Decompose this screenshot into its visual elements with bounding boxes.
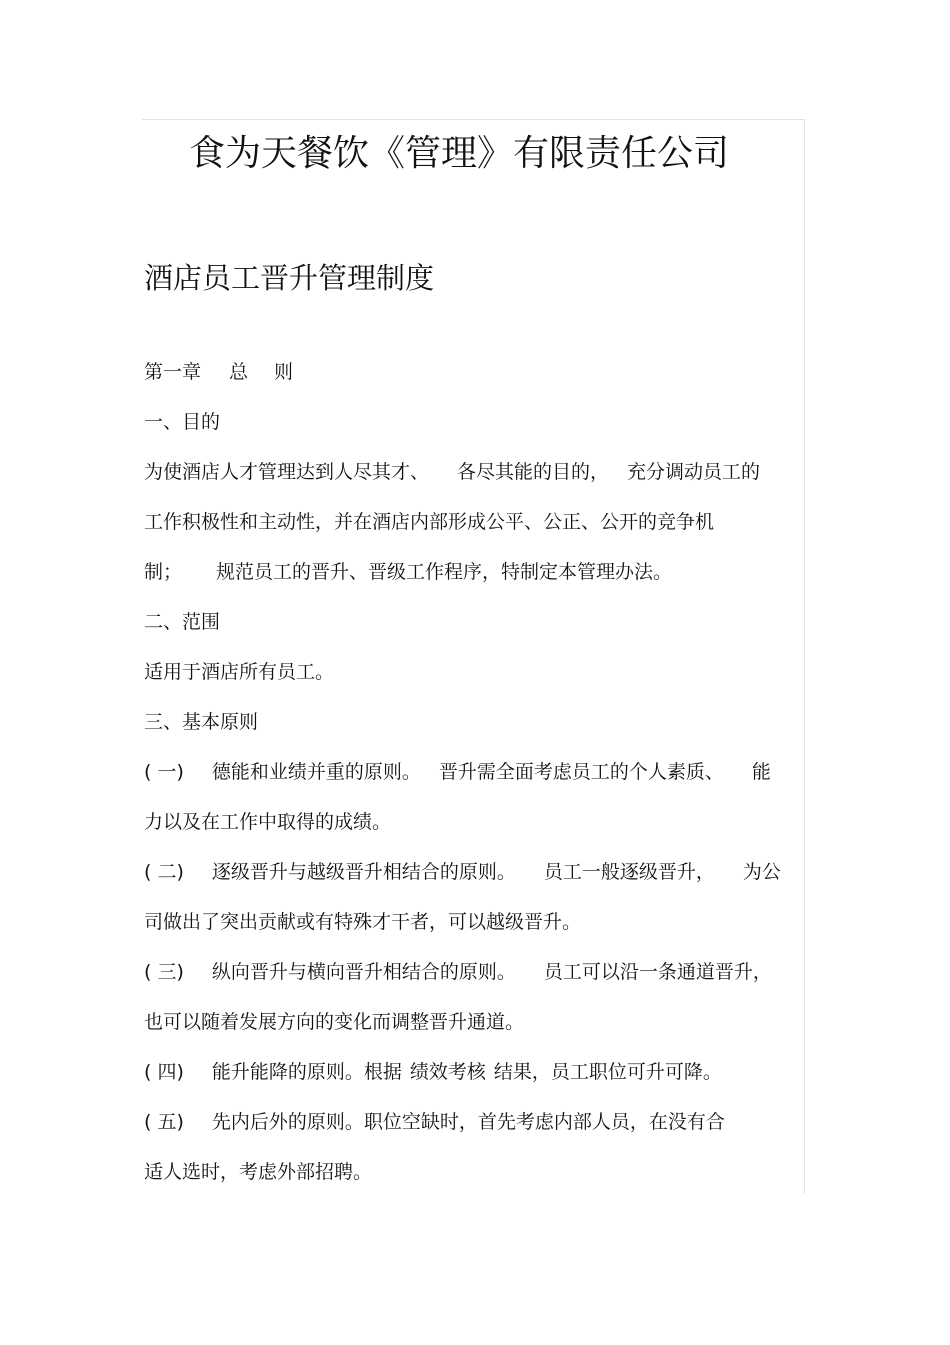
principle-2-line-2: 司做出了突出贡献或有特殊才干者，可以越级晋升。 [144,911,582,933]
principle-2-c: 为公 [742,861,781,883]
principle-2-number: ( 二) [144,861,184,883]
principle-4-a: 能升能降的原则。根据 [211,1061,402,1083]
purpose-line-1-c: 充分调动员工的 [627,461,761,483]
principle-5-a: 先内后外的原则。职位空缺时，首先考虑内部人员，在没有合 [211,1111,725,1133]
section-heading-purpose: 一、目的 [144,411,221,433]
principle-1-a: 德能和业绩并重的原则。 [211,761,421,783]
section-heading-principles: 三、基本原则 [144,711,259,733]
purpose-line-1-b: 各尽其能的目的， [457,461,610,483]
document-title: 酒店员工晋升管理制度 [144,261,435,295]
principle-4-line-1 [144,1058,722,1086]
principle-5-number: ( 五) [144,1111,184,1133]
section-heading-scope: 二、范围 [144,611,221,633]
principle-1-b: 晋升需全面考虑员工的个人素质、 [438,761,724,783]
principle-5-line-1 [144,1108,725,1136]
purpose-line-3-b: 规范员工的晋升、晋级工作程序，特制定本管理办法。 [216,561,673,583]
scope-text: 适用于酒店所有员工。 [144,661,335,683]
purpose-line-1 [144,458,760,486]
chapter-label: 第一章 [144,361,202,383]
purpose-line-2: 工作积极性和主动性，并在酒店内部形成公平、公正、公开的竞争机 [144,511,715,533]
principle-2-a: 逐级晋升与越级晋升相结合的原则。 [211,861,516,883]
company-title: 食为天餐饮《管理》有限责任公司 [189,133,730,174]
principle-5-line-2: 适人选时，考虑外部招聘。 [144,1161,373,1183]
purpose-line-3-a: 制； [144,561,183,583]
principle-3-line-2: 也可以随着发展方向的变化而调整晋升通道。 [144,1011,525,1033]
principle-1-line-2: 力以及在工作中取得的成绩。 [144,811,392,833]
principle-1-line-1 [144,758,771,786]
principle-4-b: 绩效考核 [409,1061,486,1083]
principle-3-number: ( 三) [144,961,184,983]
principle-4-c: 结果，员工职位可升可降。 [493,1061,722,1083]
chapter-heading [144,358,293,386]
principle-2-line-1 [144,858,781,886]
purpose-line-3 [144,558,672,586]
chapter-name-part2: 则 [274,361,294,383]
principle-3-b: 员工可以沿一条通道晋升， [543,961,772,983]
principle-2-b: 员工一般逐级晋升， [543,861,715,883]
principle-1-number: ( 一) [144,761,184,783]
principle-3-line-1 [144,958,772,986]
chapter-name-part1: 总 [229,361,249,383]
purpose-line-1-a: 为使酒店人才管理达到人尽其才、 [144,461,430,483]
principle-3-a: 纵向晋升与横向晋升相结合的原则。 [211,961,516,983]
principle-4-number: ( 四) [144,1061,184,1083]
principle-1-c: 能 [751,761,771,783]
